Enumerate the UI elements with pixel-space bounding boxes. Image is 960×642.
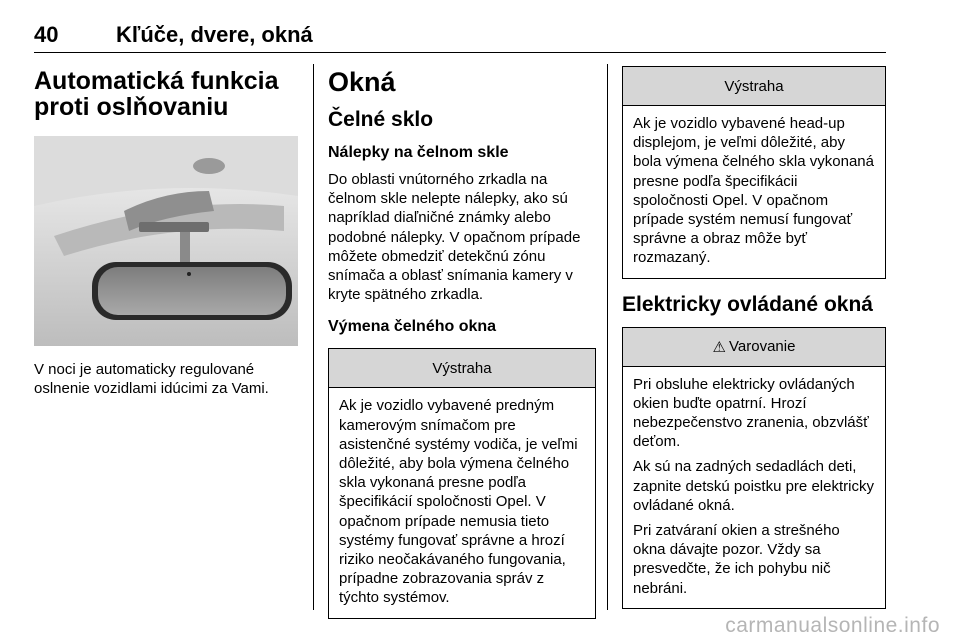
column-2 (328, 68, 596, 619)
warning-box-title: Varovanie (729, 338, 796, 356)
column-divider (607, 64, 608, 610)
warning-paragraph: Pri obsluhe elektricky ovládaných okien buďte opatrní. Hrozí nebezpečenstvo zranenia, obzvlášť deťom. (633, 375, 869, 451)
page-number: 40 (34, 22, 59, 47)
subsection-title: Čelné sklo (328, 108, 434, 131)
anti-dazzle-heading: Automatická funkcia proti oslňovaniu (34, 67, 279, 121)
warning-box-header (623, 328, 885, 367)
watermark: carmanualsonline.info (725, 614, 940, 637)
column-divider (313, 64, 314, 610)
windshield-replacement-heading: Výmena čelného okna (328, 318, 497, 336)
mirror-illustration (34, 136, 298, 346)
rearview-mirror-photo (34, 136, 298, 346)
caution-box-text: Ak je vozidlo vybavené head-up displejom, je veľmi dôležité, aby bola výmena čelného skla vykonaná presne podľa špecifikácii spoločnosti Opel. V opačnom prípade systém nemusí fungovať správne a obraz môže byť rozmazaný. (633, 115, 874, 267)
stickers-heading: Nálepky na čelnom skle (328, 144, 509, 161)
column-3 (622, 68, 886, 609)
anti-dazzle-caption: V noci je automaticky regulované oslnenie vozidlami idúcimi za Vami. (34, 361, 269, 398)
column-1 (34, 68, 300, 398)
caution-box-windshield (328, 348, 596, 618)
chapter-title: Kľúče, dvere, okná (116, 22, 313, 47)
page-header (34, 20, 886, 53)
warning-paragraph: Ak sú na zadných sedadlách deti, zapnite detskú poistku pre elektricky ovládané okná. (633, 458, 874, 514)
caution-box-text: Ak je vozidlo vybavené predným kamerovým snímačom pre asistenčné systémy vodiča, je veľmi dôležité, aby bola výmena čelného skla vykonaná presne podľa špecifikácií spoločnosti Opel. V opačnom prípade nemusia tieto systémy fungovať správne a hrozí riziko neočakávaného fungovania, prípadne zobrazovania správ z týchto systémov. (339, 397, 578, 607)
caution-box-title: Výstraha (329, 349, 595, 388)
warning-box (622, 327, 886, 609)
power-windows-heading: Elektricky ovládané okná (622, 292, 873, 316)
warning-paragraph: Pri zatváraní okien a strešného okna dávajte pozor. Vždy sa presvedčte, že ich pohybu nič nebráni. (633, 522, 840, 597)
section-title: Okná (328, 67, 396, 97)
warning-triangle-icon: ⚠ (712, 338, 726, 356)
caution-box-title: Výstraha (623, 67, 885, 106)
caution-box-head-up (622, 66, 886, 279)
stickers-text: Do oblasti vnútorného zrkadla na čelnom skle nelepte nálepky, ako sú napríklad diaľničné známky alebo podobné nálepky. V opačnom prípade môžete obmedziť detekčnú zónu snímača a oblasť snímania kamery v kryte spätného zrkadla. (328, 171, 581, 304)
